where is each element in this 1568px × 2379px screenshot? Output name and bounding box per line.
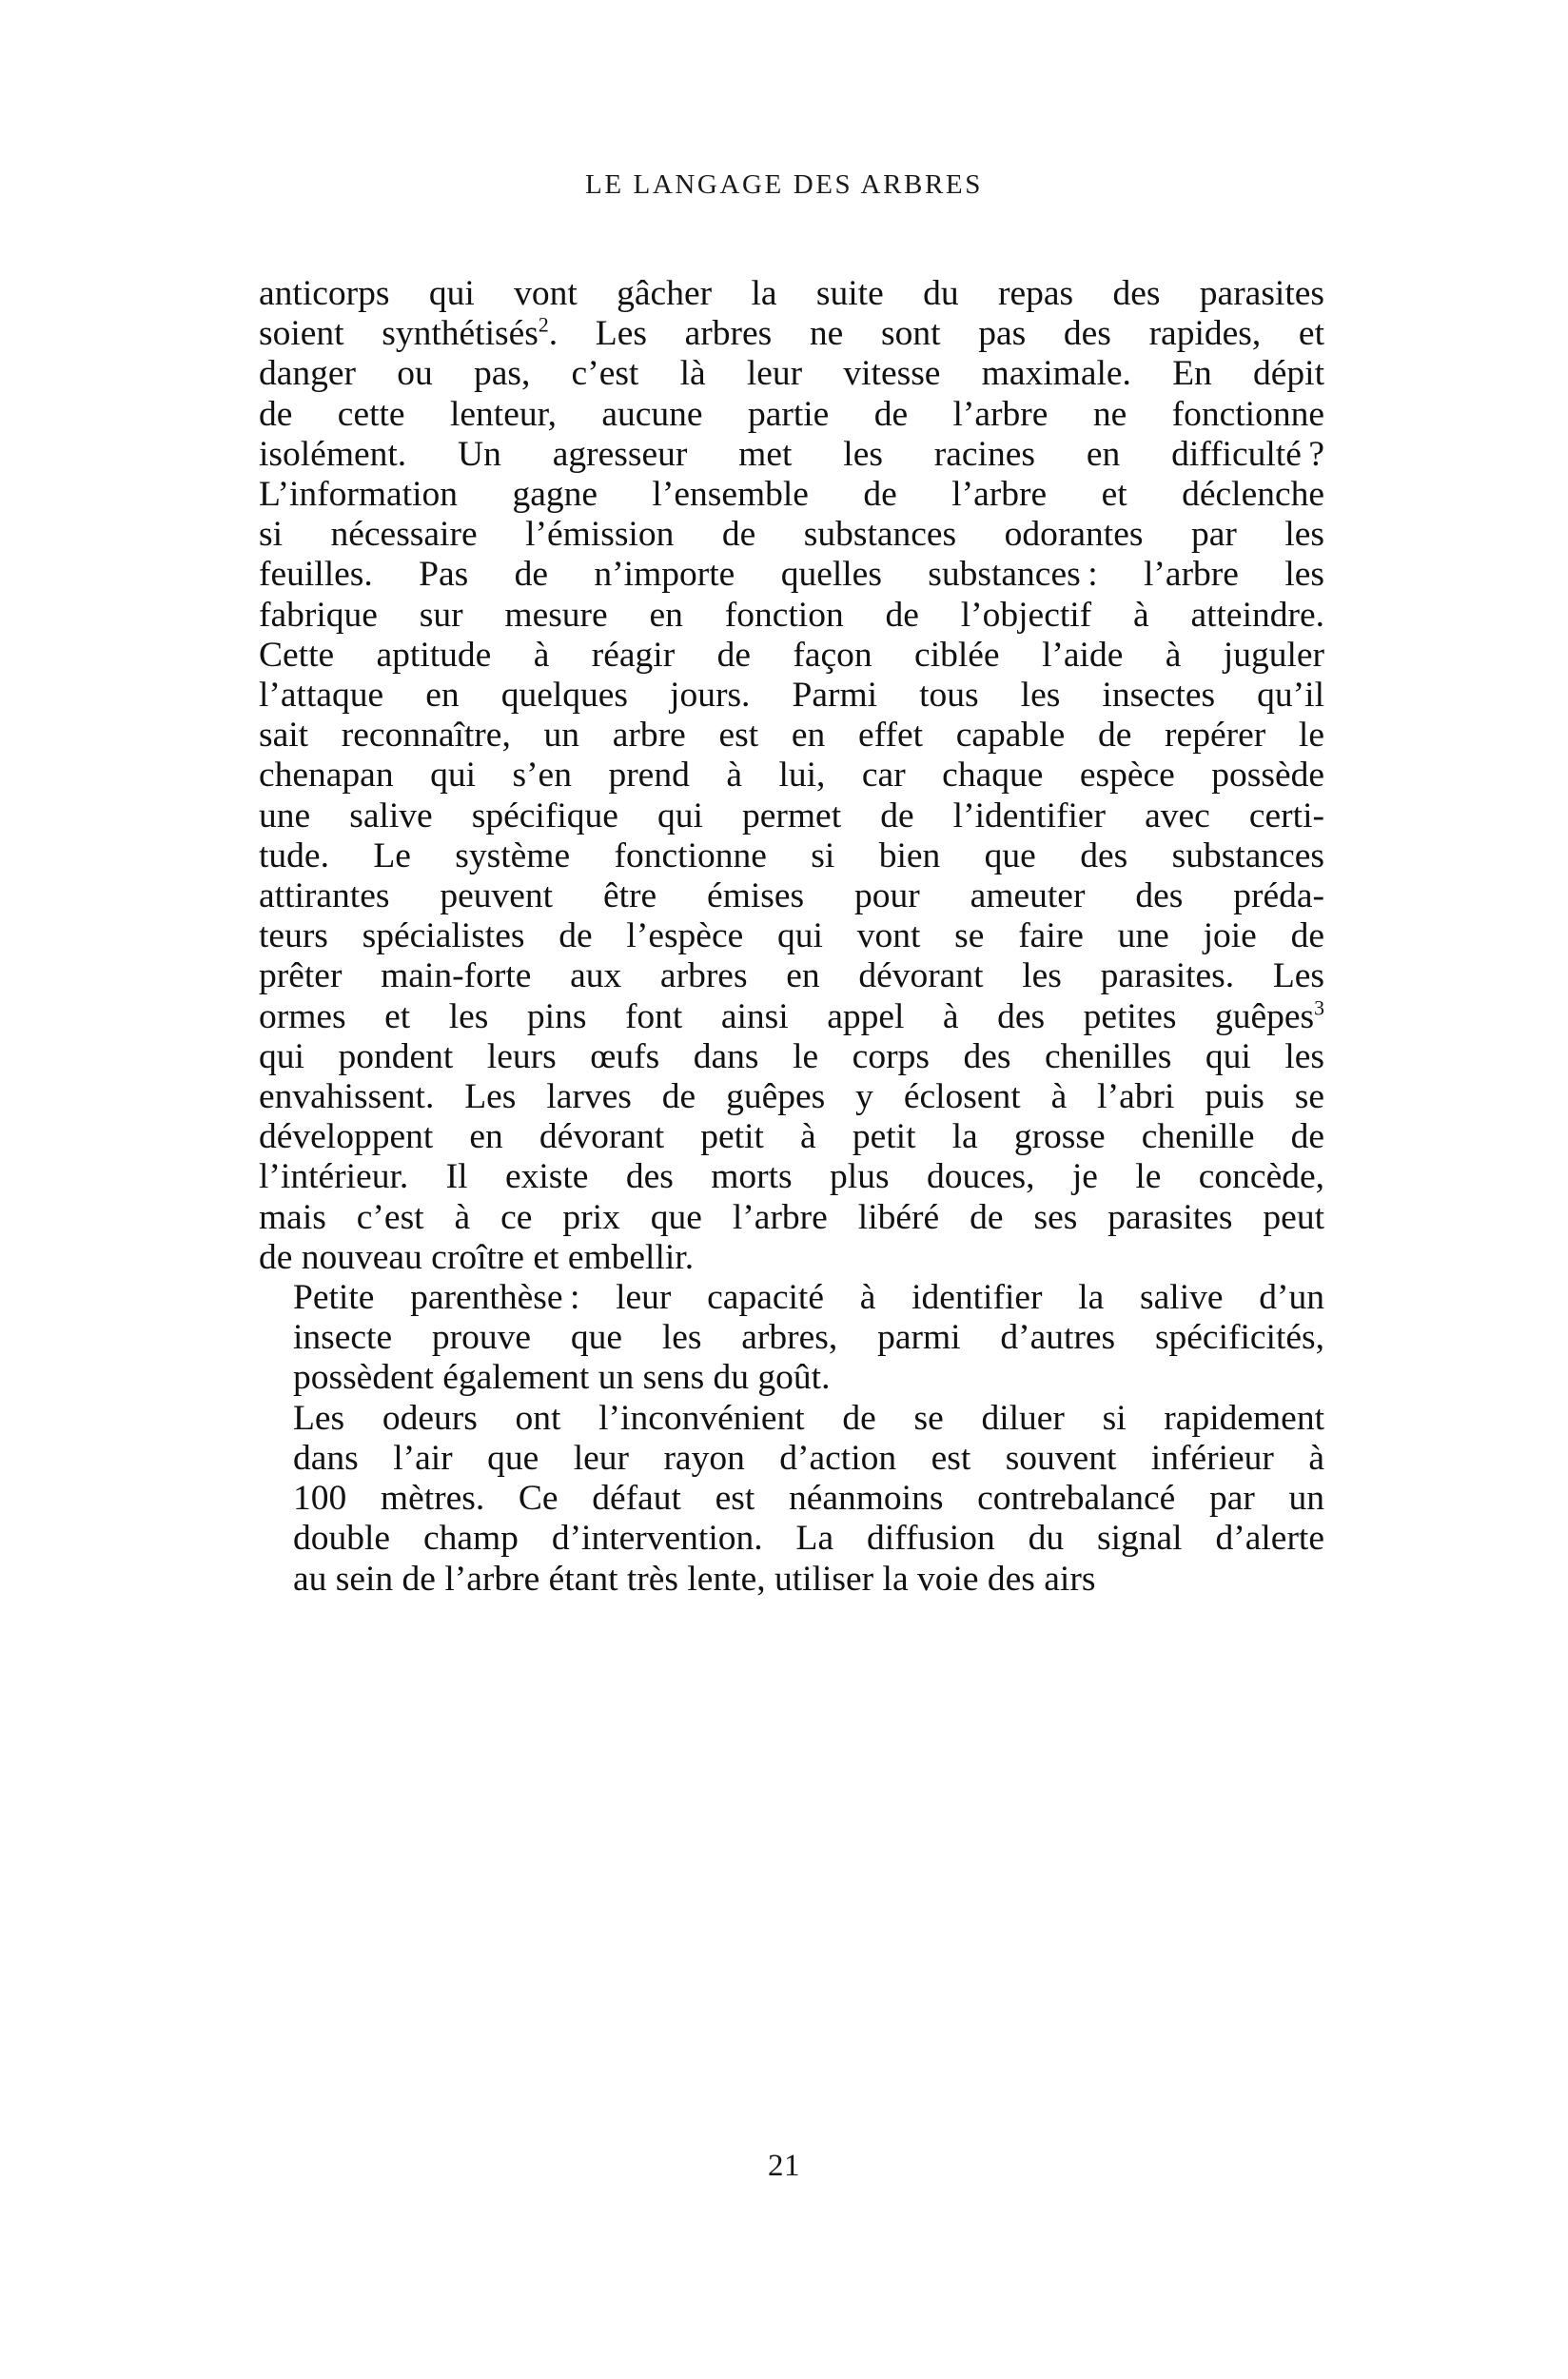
text-line: fabrique sur mesure en fonction de l’objectif à atteindre. — [259, 595, 1324, 635]
text-line: feuilles. Pas de n’importe quelles substances : l’arbre les — [259, 555, 1324, 595]
text-line: de nouveau croître et embellir. — [259, 1237, 695, 1277]
paragraph — [259, 1278, 1324, 1399]
text-line: prêter main-forte aux arbres en dévorant les parasites. Les — [259, 956, 1324, 996]
text-line: sait reconnaître, un arbre est en effet capable de repérer le — [259, 716, 1324, 756]
text-line: qui pondent leurs œufs dans le corps des chenilles qui les — [259, 1036, 1324, 1076]
text-line: ormes et les pins font ainsi appel à des petites guêpes$^3$ — [259, 996, 1324, 1036]
text-line: Cette aptitude à réagir de façon ciblée l’aide à juguler — [259, 635, 1324, 675]
text-line: chenapan qui s’en prend à lui, car chaque espèce possède — [259, 756, 1324, 796]
text-line: tude. Le système fonctionne si bien que des substances — [259, 836, 1324, 875]
text-line: teurs spécialistes de l’espèce qui vont se faire une joie de — [259, 916, 1324, 956]
body-text-block — [259, 274, 1324, 1600]
paragraph — [259, 1399, 1324, 1600]
footnote-marker: 3 — [1314, 996, 1324, 1020]
text-line: soient synthétisés$^2$. Les arbres ne sont pas des rapides, et — [259, 313, 1324, 354]
page-number: 21 — [768, 2149, 800, 2183]
text-line: insecte prouve que les arbres, parmi d’autres spécificités, — [293, 1318, 1324, 1358]
text-line: une salive spécifique qui permet de l’identifier avec certi- — [259, 796, 1324, 836]
footnote-marker: 2 — [538, 313, 549, 337]
running-header: LE LANGAGE DES ARBRES — [585, 169, 983, 200]
text-line: possèdent également un sens du goût. — [293, 1358, 831, 1398]
text-line: de cette lenteur, aucune partie de l’arbre ne fonctionne — [259, 394, 1324, 434]
text-line: double champ d’intervention. La diffusion du signal d’alerte — [293, 1519, 1324, 1559]
text-line: l’intérieur. Il existe des morts plus douces, je le concède, — [259, 1157, 1324, 1197]
text-line: attirantes peuvent être émises pour ameuter des préda- — [259, 876, 1324, 916]
text-line: Les odeurs ont l’inconvénient de se diluer si rapidement — [293, 1398, 1324, 1438]
text-line: dans l’air que leur rayon d’action est souvent inférieur à — [293, 1438, 1324, 1478]
paragraph — [259, 274, 1324, 1278]
text-line: L’information gagne l’ensemble de l’arbre et déclenche — [259, 475, 1324, 515]
text-line: au sein de l’arbre étant très lente, utiliser la voie des airs — [293, 1559, 1096, 1599]
text-line: danger ou pas, c’est là leur vitesse maximale. En dépit — [259, 354, 1324, 394]
text-line: isolément. Un agresseur met les racines en difficulté ? — [259, 434, 1324, 474]
text-line: développent en dévorant petit à petit la grosse chenille de — [259, 1117, 1324, 1157]
text-line: mais c’est à ce prix que l’arbre libéré de ses parasites peut — [259, 1197, 1324, 1237]
text-line: Petite parenthèse : leur capacité à identifier la salive d’un — [293, 1278, 1324, 1318]
text-line: 100 mètres. Ce défaut est néanmoins contrebalancé par un — [293, 1479, 1324, 1519]
text-line: anticorps qui vont gâcher la suite du repas des parasites — [259, 274, 1324, 313]
text-line: si nécessaire l’émission de substances odorantes par les — [259, 515, 1324, 555]
text-line: l’attaque en quelques jours. Parmi tous les insectes qu’il — [259, 676, 1324, 716]
text-line: envahissent. Les larves de guêpes y éclosent à l’abri puis se — [259, 1077, 1324, 1117]
